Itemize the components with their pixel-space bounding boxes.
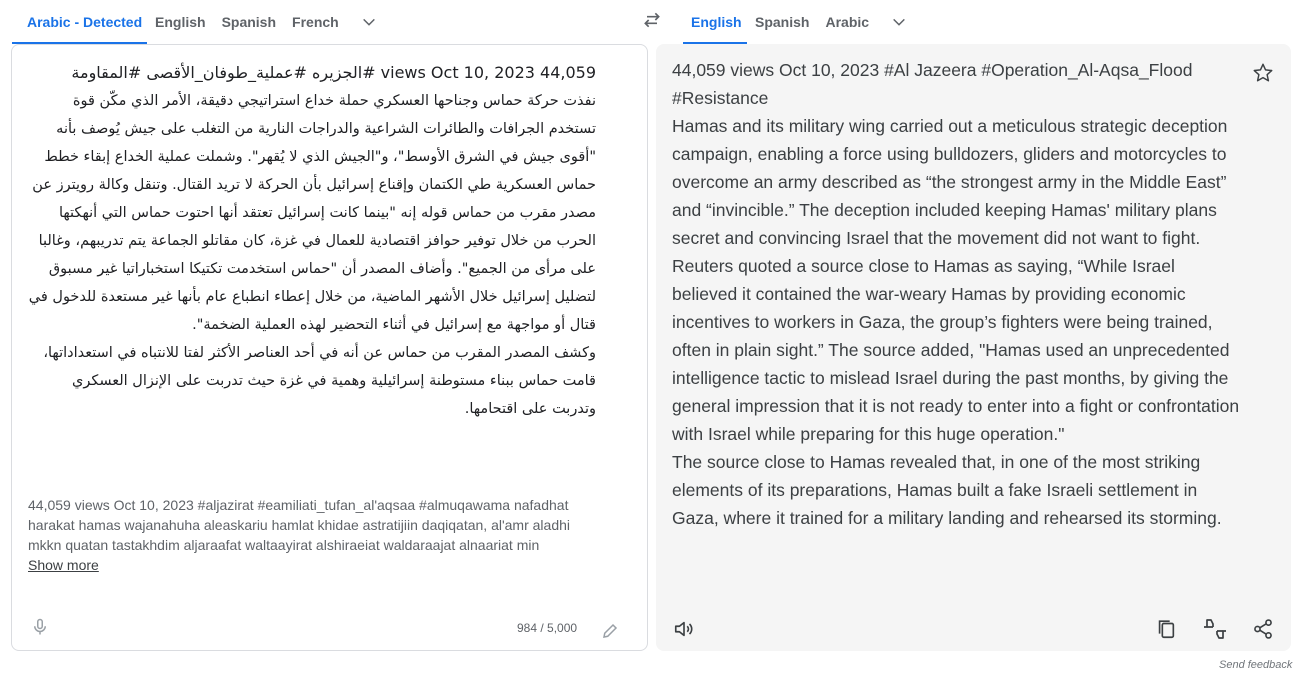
source-text-panel — [11, 44, 648, 651]
send-feedback-link[interactable]: Send feedback — [1219, 659, 1293, 671]
source-tab-french[interactable]: French — [292, 14, 339, 30]
voice-input-button[interactable] — [28, 615, 52, 639]
share-icon — [1252, 618, 1274, 640]
target-tab-spanish[interactable]: Spanish — [755, 14, 810, 30]
rate-translation-icon — [1202, 617, 1228, 641]
translation-output — [672, 56, 1240, 532]
edit-button[interactable] — [598, 619, 622, 643]
copy-icon — [1155, 618, 1177, 640]
translation-paragraph: Hamas and its military wing carried out a meticulous strategic deception campaign, enabling a force using bulldozers, gliders and motorcycles to overcome an army described as “the strongest army in the Middle East” and “invincible.” The deception included keeping Hamas' military plans secret and convincing Israel that the movement did not want to fight. Reuters quoted a source close to Hamas as saying, “While Israel believed it contained the war-weary Hamas by providing economic incentives to workers in Gaza, the group’s fighters were being trained, often in plain sight.” The source added, "Hamas used an unprecedented intelligence tactic to mislead Israel during the past months, by giving the general impression that it is not ready to enter into a fight or confrontation with Israel while preparing for this huge operation." — [672, 116, 1240, 444]
source-paragraph: نفذت حركة حماس وجناحها العسكري حملة خداع استراتيجي دقيقة، الأمر الذي مكّن قوة تستخدم الجرافات والطائرات الشراعية والدراجات النارية من التغلب على جيش يُوصف بأنه "أقوى جيش في الشرق الأوسط"، و"الجيش الذي لا يُقهر". وشملت عملية الخداع إبقاء خطط حماس العسكرية طي الكتمان وإقناع إسرائيل بأن الحركة لا تريد القتال. وتنقل وكالة رويترز عن مصدر مقرب من حماس قوله إنه "بينما كانت إسرائيل تعتقد أنها احتوت حماس التي أنهكتها الحرب من خلال توفير حوافز اقتصادية للعمال في غزة، كان مقاتلو الجماعة يتم تدريبهم، وغالبا على مرأى من الجميع". وأضاف المصدر أن "حماس استخدمت تكتيكا استخباراتيا غير مسبوق لتضليل إسرائيل خلال الأشهر الماضية، من خلال إعطاء انطباع عام بأنها غير مستعدة للدخول في قتال أو مواجهة مع إسرائيل في أثناء التحضير لهذه العملية الضخمة". — [28, 93, 596, 333]
rate-translation-button[interactable] — [1201, 615, 1229, 643]
target-tab-english[interactable]: English — [683, 0, 747, 44]
source-tab-spanish[interactable]: Spanish — [221, 14, 277, 30]
source-text-input[interactable] — [28, 59, 596, 423]
translation-panel — [656, 44, 1291, 651]
source-language-bar — [12, 0, 648, 44]
star-icon — [1252, 62, 1274, 84]
source-tab-english[interactable]: English — [155, 14, 206, 30]
show-more-link[interactable]: Show more — [28, 557, 99, 573]
swap-languages-button[interactable] — [636, 6, 668, 34]
transliteration-text: 44,059 views Oct 10, 2023 #aljazirat #eamiliati_tufan_al'aqsaa #almuqawama nafadhat harakat hamas wajanahuha aleaskariu hamlat khidae astratijiin daqiqatan, al'amr aladhi mkkn quatan tastakhdim aljaraafat waltaayirat alshiraeiat waldaraajat alnaariat min — [28, 497, 571, 553]
transliteration — [28, 495, 588, 575]
chevron-down-icon — [891, 14, 907, 30]
speaker-icon — [673, 618, 695, 640]
target-more-languages-button[interactable] — [883, 0, 915, 44]
microphone-icon — [31, 617, 49, 637]
target-language-bar — [683, 0, 1289, 44]
source-more-languages-button[interactable] — [353, 0, 385, 44]
source-tab-arabic-detected[interactable]: Arabic - Detected — [12, 0, 147, 44]
source-paragraph: وكشف المصدر المقرب من حماس عن أنه في أحد العناصر الأكثر لفتا للانتباه في استعداداتها، قامت حماس ببناء مستوطنة إسرائيلية وهمية في غزة حيث تدربت على الإنزال العسكري وتدربت على اقتحامها. — [43, 345, 596, 417]
chevron-down-icon — [361, 14, 377, 30]
translation-paragraph: 44,059 views Oct 10, 2023 #Al Jazeera #Operation_Al-Aqsa_Flood #Resistance — [672, 60, 1193, 108]
pencil-icon — [601, 622, 619, 640]
swap-languages-icon — [642, 10, 662, 30]
listen-button[interactable] — [670, 615, 698, 643]
source-first-line: 44,059 views Oct 10, 2023 #الجزيره #عملية_طوفان_الأقصى #المقاومة — [71, 63, 596, 82]
translation-paragraph: The source close to Hamas revealed that, in one of the most striking elements of its preparations, Hamas built a fake Israeli settlement in Gaza, where it trained for a military landing and rehearsed its storming. — [672, 452, 1222, 528]
character-count: 984 / 5,000 — [517, 621, 578, 635]
copy-translation-button[interactable] — [1152, 615, 1180, 643]
save-translation-button[interactable] — [1250, 60, 1276, 86]
target-tab-arabic[interactable]: Arabic — [825, 14, 870, 30]
share-translation-button[interactable] — [1249, 615, 1277, 643]
